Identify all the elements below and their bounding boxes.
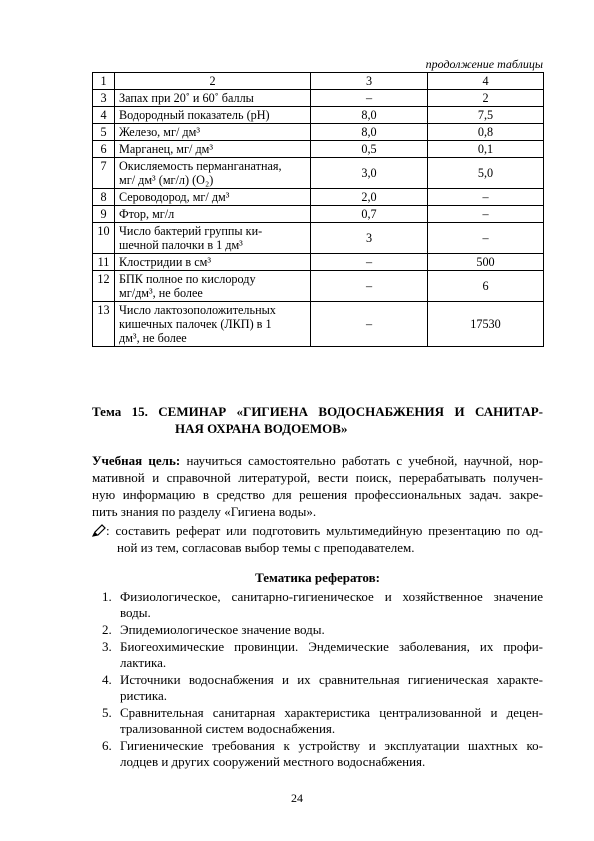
value-cell-col3: 0,7 — [311, 206, 428, 223]
value-cell-col3: 3,0 — [311, 158, 428, 189]
value-cell-col4: – — [428, 206, 544, 223]
topic-heading — [92, 403, 543, 437]
column-number-cell: 4 — [428, 73, 544, 90]
column-number-cell: 3 — [311, 73, 428, 90]
table-row — [93, 124, 544, 141]
task-text: : составить реферат или подготовить мультимедийную презентацию по од- — [106, 523, 543, 538]
theme-item — [92, 705, 543, 737]
row-number-cell: 13 — [93, 302, 115, 347]
table-row — [93, 302, 544, 347]
table-row — [93, 189, 544, 206]
goal-line — [92, 452, 543, 469]
topic-line-2: НАЯ ОХРАНА ВОДОЕМОВ» — [175, 421, 348, 436]
table-header-row — [93, 73, 544, 90]
indicator-name-cell — [115, 90, 311, 107]
indicator-name-line: Марганец, мг/ дм³ — [119, 142, 214, 156]
table-body — [93, 73, 544, 347]
indicator-name-line: Фтор, мг/л — [119, 207, 175, 221]
indicator-name-line: Число бактерий группы ки- — [119, 224, 263, 238]
pencil-icon — [92, 524, 106, 537]
indicator-name-line: Запах при 20˚ и 60˚ баллы — [119, 91, 254, 105]
row-number-cell: 6 — [93, 141, 115, 158]
goal-line: мативной и справочной литературой, вести поиск, перерабатывать получен- — [92, 470, 543, 485]
goal-line: пить знания по разделу «Гигиена воды». — [92, 504, 317, 519]
indicator-name-cell — [115, 107, 311, 124]
table-row — [93, 206, 544, 223]
table-row — [93, 223, 544, 254]
theme-text-line: Сравнительная санитарная характеристика централизованной и децен- — [120, 705, 543, 720]
theme-number: 3. — [102, 639, 112, 654]
table-row — [93, 107, 544, 124]
value-cell-col4: 0,8 — [428, 124, 544, 141]
indicator-name-cell — [115, 302, 311, 347]
value-cell-col3: – — [311, 271, 428, 302]
value-cell-col4: 5,0 — [428, 158, 544, 189]
indicator-name-line: дм³, не более — [119, 331, 187, 345]
value-cell-col3: 8,0 — [311, 107, 428, 124]
row-number-cell: 5 — [93, 124, 115, 141]
learning-goal — [92, 452, 543, 520]
goal-line: ную информацию в средство для решения профессиональных задач. закре- — [92, 487, 543, 502]
theme-text-line: ристика. — [120, 688, 168, 703]
indicator-name-line: Железо, мг/ дм³ — [119, 125, 200, 139]
table-row — [93, 271, 544, 302]
indicator-name-line: Водородный показатель (pH) — [119, 108, 270, 122]
value-cell-col3: – — [311, 254, 428, 271]
indicator-name-line: мг/дм³, не более — [119, 286, 203, 300]
value-cell-col3: 3 — [311, 223, 428, 254]
theme-number: 2. — [102, 622, 112, 637]
indicator-name-line: Сероводород, мг/ дм³ — [119, 190, 230, 204]
table-row — [93, 141, 544, 158]
theme-text-line: трализованной систем водоснабжения. — [120, 721, 336, 736]
row-number-cell: 8 — [93, 189, 115, 206]
table-row — [93, 158, 544, 189]
theme-item — [92, 589, 543, 621]
value-cell-col3: 2,0 — [311, 189, 428, 206]
task-block — [92, 522, 543, 556]
theme-text-line: Источники водоснабжения и их сравнительная гигиеническая характе- — [120, 672, 543, 687]
indicator-name-cell — [115, 189, 311, 206]
value-cell-col4: 7,5 — [428, 107, 544, 124]
theme-item — [92, 622, 543, 638]
indicator-name-cell — [115, 254, 311, 271]
row-number-cell: 4 — [93, 107, 115, 124]
value-cell-col4: 2 — [428, 90, 544, 107]
theme-number: 4. — [102, 672, 112, 687]
theme-text-line: Гигиенические требования к устройству и эксплуатации шахтных ко- — [120, 738, 543, 753]
task-line: ной из тем, согласовав выбор темы с преподавателем. — [117, 540, 415, 555]
indicator-name-line: Число лактозоположительных — [119, 303, 276, 317]
task-line — [92, 522, 543, 539]
page-number: 24 — [291, 791, 303, 805]
column-number-cell: 1 — [93, 73, 115, 90]
row-number-cell: 12 — [93, 271, 115, 302]
indicator-name-line: БПК полное по кислороду — [119, 272, 256, 286]
themes-list — [92, 589, 543, 771]
indicator-name-line: шечной палочки в 1 дм³ — [119, 238, 243, 252]
indicator-name-cell — [115, 206, 311, 223]
theme-text-line: лактика. — [120, 655, 167, 670]
indicator-name-line: кишечных палочек (ЛКП) в 1 — [119, 317, 272, 331]
row-number-cell: 3 — [93, 90, 115, 107]
table-row — [93, 254, 544, 271]
theme-text-line: Эпидемиологическое значение воды. — [120, 622, 325, 637]
column-number-cell: 2 — [115, 73, 311, 90]
value-cell-col4: 6 — [428, 271, 544, 302]
value-cell-col4: 500 — [428, 254, 544, 271]
themes-title: Тематика рефератов: — [255, 570, 380, 585]
water-quality-table — [92, 72, 544, 347]
theme-text-line: воды. — [120, 605, 151, 620]
row-number-cell: 7 — [93, 158, 115, 189]
theme-item — [92, 639, 543, 671]
table-continuation-label: продолжение таблицы — [425, 57, 543, 71]
theme-item — [92, 738, 543, 770]
value-cell-col3: 8,0 — [311, 124, 428, 141]
theme-number: 1. — [102, 589, 112, 604]
table-row — [93, 90, 544, 107]
theme-number: 6. — [102, 738, 112, 753]
value-cell-col3: – — [311, 302, 428, 347]
indicator-name-line: мг/ дм³ (мг/л) (O₂) — [119, 173, 214, 187]
value-cell-col4: 0,1 — [428, 141, 544, 158]
row-number-cell: 11 — [93, 254, 115, 271]
theme-text-line: Физиологическое, санитарно-гигиеническое и хозяйственное значение — [120, 589, 543, 604]
value-cell-col3: 0,5 — [311, 141, 428, 158]
goal-text: научиться самостоятельно работать с учебной, научной, нор- — [186, 453, 544, 468]
theme-text-line: лодцев и других сооружений местного водоснабжения. — [120, 754, 426, 769]
indicator-name-cell — [115, 158, 311, 189]
topic-line-1: Тема 15. СЕМИНАР «ГИГИЕНА ВОДОСНАБЖЕНИЯ И САНИТАР- — [92, 404, 543, 419]
indicator-name-cell — [115, 124, 311, 141]
value-cell-col3: – — [311, 90, 428, 107]
theme-number: 5. — [102, 705, 112, 720]
theme-text-line: Биогеохимические провинции. Эндемические заболевания, их профи- — [120, 639, 543, 654]
indicator-name-cell — [115, 271, 311, 302]
row-number-cell: 10 — [93, 223, 115, 254]
value-cell-col4: – — [428, 189, 544, 206]
indicator-name-cell — [115, 141, 311, 158]
theme-item — [92, 672, 543, 704]
indicator-name-cell — [115, 223, 311, 254]
row-number-cell: 9 — [93, 206, 115, 223]
goal-label: Учебная цель: — [92, 453, 181, 468]
value-cell-col4: – — [428, 223, 544, 254]
value-cell-col4: 17530 — [428, 302, 544, 347]
indicator-name-line: Клостридии в см³ — [119, 255, 211, 269]
indicator-name-line: Окисляемость перманганатная, — [119, 159, 282, 173]
